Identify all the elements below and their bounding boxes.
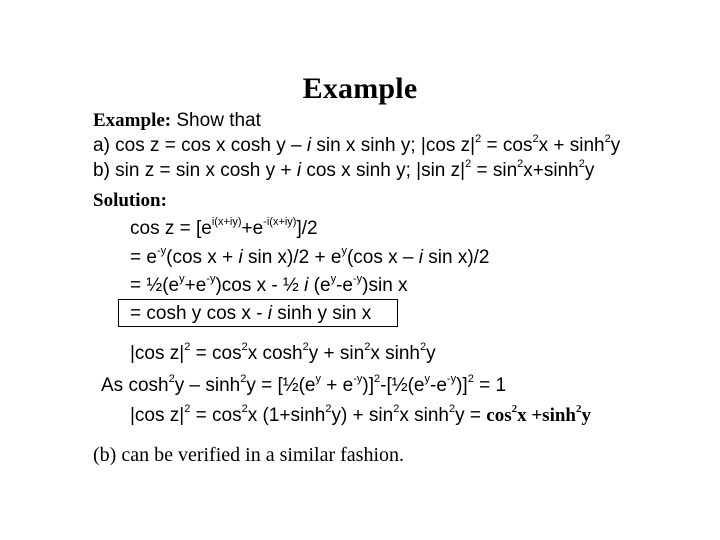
intro-text: Show that [171, 110, 261, 131]
exponent: -y [206, 272, 216, 285]
step-text: ]/2 [296, 218, 318, 239]
exponent: 2 [604, 132, 611, 145]
step-text: + e [321, 375, 354, 396]
step-text: As cosh [101, 375, 169, 396]
part-b-line [93, 157, 595, 182]
imag-unit: i [304, 275, 309, 296]
step-text: y [426, 343, 436, 364]
part-a-text-3: = cos [481, 135, 533, 156]
exponent: 2 [302, 340, 309, 353]
imag-unit: i [306, 135, 312, 156]
step-text: y = [½(e [246, 375, 316, 396]
part-b-text-3: = sin [471, 160, 518, 181]
exponent: y [330, 272, 337, 285]
exponent: -y [353, 372, 363, 385]
step-text: y) + sin [331, 405, 394, 426]
closing-note: (b) can be verified in a similar fashion. [93, 444, 404, 466]
exponent: 2 [511, 402, 518, 415]
step-text: )sin x [362, 275, 408, 296]
exponent: -y [352, 272, 363, 285]
step-text: (cos x – [346, 247, 419, 268]
solution-step-5 [130, 340, 436, 365]
slide-title: Example [302, 72, 418, 105]
part-a-line [93, 132, 621, 157]
imag-unit: i [296, 160, 302, 181]
exponent: 2 [364, 340, 371, 353]
step-text: = ½(e [130, 275, 180, 296]
exponent: -y [446, 372, 457, 385]
step-text: = cos [190, 405, 242, 426]
solution-step-6 [101, 372, 507, 397]
solution-step-3 [130, 272, 408, 297]
exponent: 2 [393, 402, 400, 415]
step-text: -e [336, 275, 353, 296]
step-text: x sinh [370, 343, 420, 364]
step-text: sin x)/2 + e [242, 247, 342, 268]
step-text: = cos [190, 343, 242, 364]
part-b-text-5: y [584, 160, 595, 181]
result-text: y [581, 405, 591, 426]
imag-unit: i [267, 303, 273, 324]
exponent: 2 [241, 340, 248, 353]
step-text: y = [455, 405, 487, 426]
exponent: -i(x+iy) [263, 215, 297, 228]
step-text: x cosh [247, 343, 303, 364]
step-text: -e [430, 375, 447, 396]
step-text: )] [456, 375, 468, 396]
step-text: x sinh [399, 405, 449, 426]
imag-unit: i [238, 247, 243, 268]
part-a-text-5: y [610, 135, 621, 156]
intro-line [93, 110, 261, 132]
part-a-text-4: x + sinh [538, 135, 605, 156]
exponent: y [179, 272, 185, 285]
part-b-text-1: b) sin z = sin x cosh y + [93, 160, 297, 181]
exponent: 2 [374, 372, 381, 385]
part-a-text-2: sin x sinh y; |cos z| [311, 135, 476, 156]
exponent: 2 [449, 402, 456, 415]
result-text: x +sinh [517, 405, 576, 426]
step-text: -[½(e [380, 375, 425, 396]
exponent: 2 [465, 157, 472, 170]
solution-step-4 [130, 303, 371, 325]
step-text: +e [241, 218, 264, 239]
part-a-text-1: a) cos z = cos x cosh y – [93, 135, 307, 156]
step-text: y + sin [308, 343, 365, 364]
exponent: 2 [168, 372, 175, 385]
exponent: y [315, 372, 321, 385]
step-text: (e [308, 275, 331, 296]
step-text: = e [130, 247, 157, 268]
part-b-text-2: cos x sinh y; |sin z| [301, 160, 466, 181]
exponent: -y [156, 244, 167, 257]
solution-step-1 [130, 215, 318, 240]
step-text: = cosh y cos x - [130, 303, 268, 324]
solution-label: Solution: [93, 190, 167, 211]
exponent: 2 [532, 132, 539, 145]
exponent: 2 [184, 340, 191, 353]
intro-label: Example: [93, 110, 172, 131]
step-text: sinh y sin x [272, 303, 372, 324]
imag-unit: i [418, 247, 423, 268]
solution-step-7 [130, 402, 591, 427]
exponent: 2 [517, 157, 524, 170]
step-text: (cos x + [166, 247, 239, 268]
exponent: i(x+iy) [211, 215, 242, 228]
result-text: cos [486, 405, 512, 426]
exponent: 2 [241, 402, 248, 415]
step-text: y – sinh [174, 375, 241, 396]
step-text: x (1+sinh [247, 405, 326, 426]
exponent: 2 [240, 372, 247, 385]
step-text: )] [362, 375, 375, 396]
step-text: |cos z| [130, 405, 185, 426]
step-text: cos z = [e [130, 218, 212, 239]
step-text: )cos x - ½ [215, 275, 305, 296]
exponent: 2 [475, 132, 482, 145]
exponent: 2 [325, 402, 332, 415]
solution-step-2 [130, 244, 490, 269]
step-text: |cos z| [130, 343, 185, 364]
part-b-text-4: x+sinh [523, 160, 579, 181]
exponent: y [424, 372, 430, 385]
step-text: +e [184, 275, 207, 296]
exponent: 2 [576, 402, 582, 415]
exponent: 2 [184, 402, 191, 415]
step-text: = 1 [473, 375, 507, 396]
exponent: y [341, 244, 347, 257]
exponent: 2 [578, 157, 585, 170]
step-text: sin x)/2 [422, 247, 490, 268]
exponent: 2 [419, 340, 427, 353]
exponent: 2 [467, 372, 474, 385]
result-bold [486, 402, 591, 426]
